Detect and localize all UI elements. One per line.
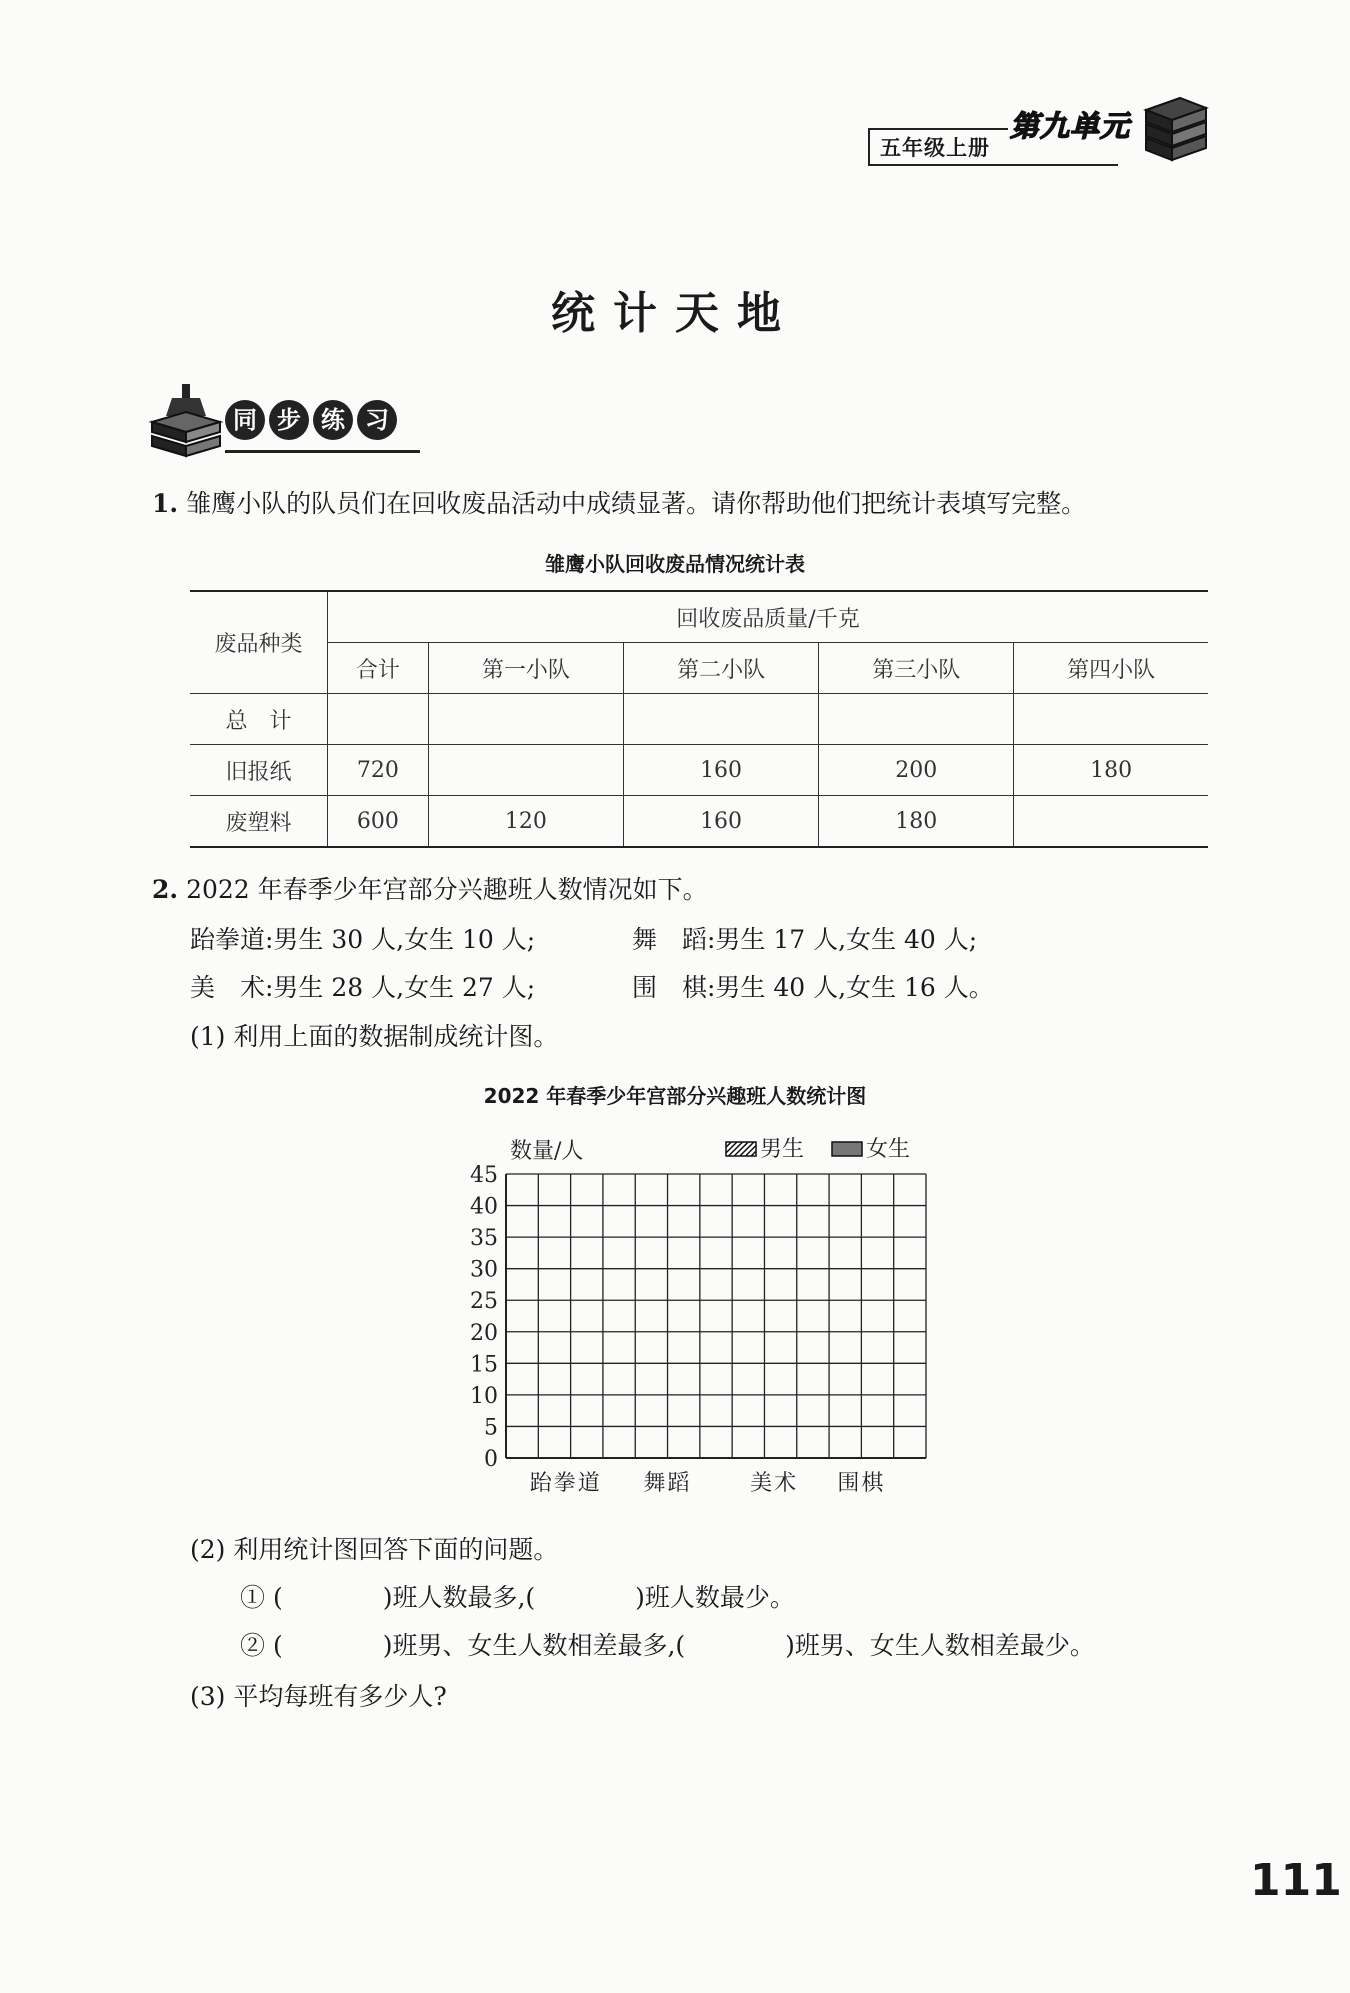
question-1 [152, 484, 1086, 520]
table-cell: 160 [623, 745, 818, 796]
table-cell[interactable] [428, 745, 623, 796]
question-2 [152, 870, 708, 906]
question-number: 1. [152, 489, 179, 518]
table-row [190, 796, 1208, 848]
table-cell: 720 [328, 745, 429, 796]
row-label: 旧报纸 [190, 745, 328, 796]
section-underline [225, 450, 420, 453]
table-cell: 120 [428, 796, 623, 848]
column-header: 第四小队 [1014, 643, 1208, 694]
x-tick-label: 跆拳道 [529, 1471, 602, 1496]
y-tick-label: 5 [484, 1415, 498, 1441]
table-cell[interactable] [328, 694, 429, 745]
books-icon [1140, 92, 1210, 164]
question-intro: 2022 年春季少年宫部分兴趣班人数情况如下。 [186, 875, 708, 904]
question-text: 雏鹰小队的队员们在回收废品活动中成绩显著。请你帮助他们把统计表填写完整。 [186, 489, 1087, 518]
row-label: 总 计 [190, 694, 328, 745]
y-tick-label: 45 [470, 1163, 498, 1188]
part-2: (2) 利用统计图回答下面的问题。 [190, 1535, 559, 1564]
legend-label: 女生 [866, 1137, 911, 1162]
group-header: 回收废品质量/千克 [328, 591, 1209, 643]
table-cell[interactable] [623, 694, 818, 745]
question-number: 2. [152, 875, 179, 904]
section-char: 同 [225, 400, 265, 440]
section-char: 习 [357, 400, 397, 440]
x-tick-label: 舞蹈 [643, 1471, 692, 1496]
y-tick-label: 20 [470, 1320, 498, 1346]
y-tick-label: 35 [470, 1226, 498, 1252]
section-char: 步 [269, 400, 309, 440]
page-number: 111 [1250, 1855, 1342, 1906]
legend-swatch [832, 1142, 862, 1156]
table-cell: 180 [819, 796, 1014, 848]
header-unit: 第九单元 [1010, 109, 1131, 143]
y-tick-label: 25 [470, 1289, 498, 1315]
table-cell: 200 [819, 745, 1014, 796]
legend-swatch [726, 1142, 756, 1156]
data-line-2-left: 美 术:男生 28 人,女生 27 人; [190, 973, 536, 1002]
table-cell[interactable] [428, 694, 623, 745]
y-axis-label: 数量/人 [510, 1139, 584, 1164]
table-row [190, 694, 1208, 745]
column-header: 第一小队 [428, 643, 623, 694]
header-top-line [868, 128, 1008, 130]
part-1: (1) 利用上面的数据制成统计图。 [190, 1022, 559, 1051]
y-tick-label: 15 [470, 1352, 498, 1378]
column-header: 第三小队 [819, 643, 1014, 694]
y-tick-label: 30 [470, 1257, 498, 1283]
section-badge [225, 400, 401, 440]
x-tick-label: 围棋 [837, 1471, 886, 1496]
table-title: 雏鹰小队回收废品情况统计表 [545, 552, 805, 576]
x-tick-label: 美术 [750, 1471, 799, 1496]
data-line-1-left: 跆拳道:男生 30 人,女生 10 人; [190, 925, 536, 954]
data-line-1-right: 舞 蹈:男生 17 人,女生 40 人; [632, 925, 978, 954]
section-char: 练 [313, 400, 353, 440]
part-3: (3) 平均每班有多少人? [190, 1682, 447, 1711]
y-tick-label: 40 [470, 1194, 498, 1220]
stat-table [190, 590, 1208, 848]
page-title: 统计天地 [551, 288, 799, 339]
table-cell: 160 [623, 796, 818, 848]
row-header: 废品种类 [190, 591, 328, 694]
row-label: 废塑料 [190, 796, 328, 848]
table-cell[interactable] [1014, 694, 1208, 745]
legend-label: 男生 [760, 1137, 805, 1162]
part-2-question-a: ① ( )班人数最多,( )班人数最少。 [240, 1583, 795, 1612]
column-header: 第二小队 [623, 643, 818, 694]
column-header: 合计 [328, 643, 429, 694]
table-cell: 180 [1014, 745, 1208, 796]
book-stack-icon [148, 382, 224, 464]
header-bottom-line [868, 164, 1118, 166]
bar-chart [450, 1128, 950, 1508]
table-cell[interactable] [1014, 796, 1208, 848]
table-cell: 600 [328, 796, 429, 848]
header-grade: 五年级上册 [880, 136, 990, 160]
chart-title: 2022 年春季少年宫部分兴趣班人数统计图 [483, 1084, 867, 1108]
table-cell[interactable] [819, 694, 1014, 745]
y-tick-label: 0 [484, 1447, 498, 1472]
header-left-line [868, 128, 870, 166]
data-line-2-right: 围 棋:男生 40 人,女生 16 人。 [632, 973, 994, 1002]
y-tick-label: 10 [470, 1383, 498, 1409]
part-2-question-b: ② ( )班男、女生人数相差最多,( )班男、女生人数相差最少。 [240, 1631, 1095, 1660]
table-row [190, 745, 1208, 796]
